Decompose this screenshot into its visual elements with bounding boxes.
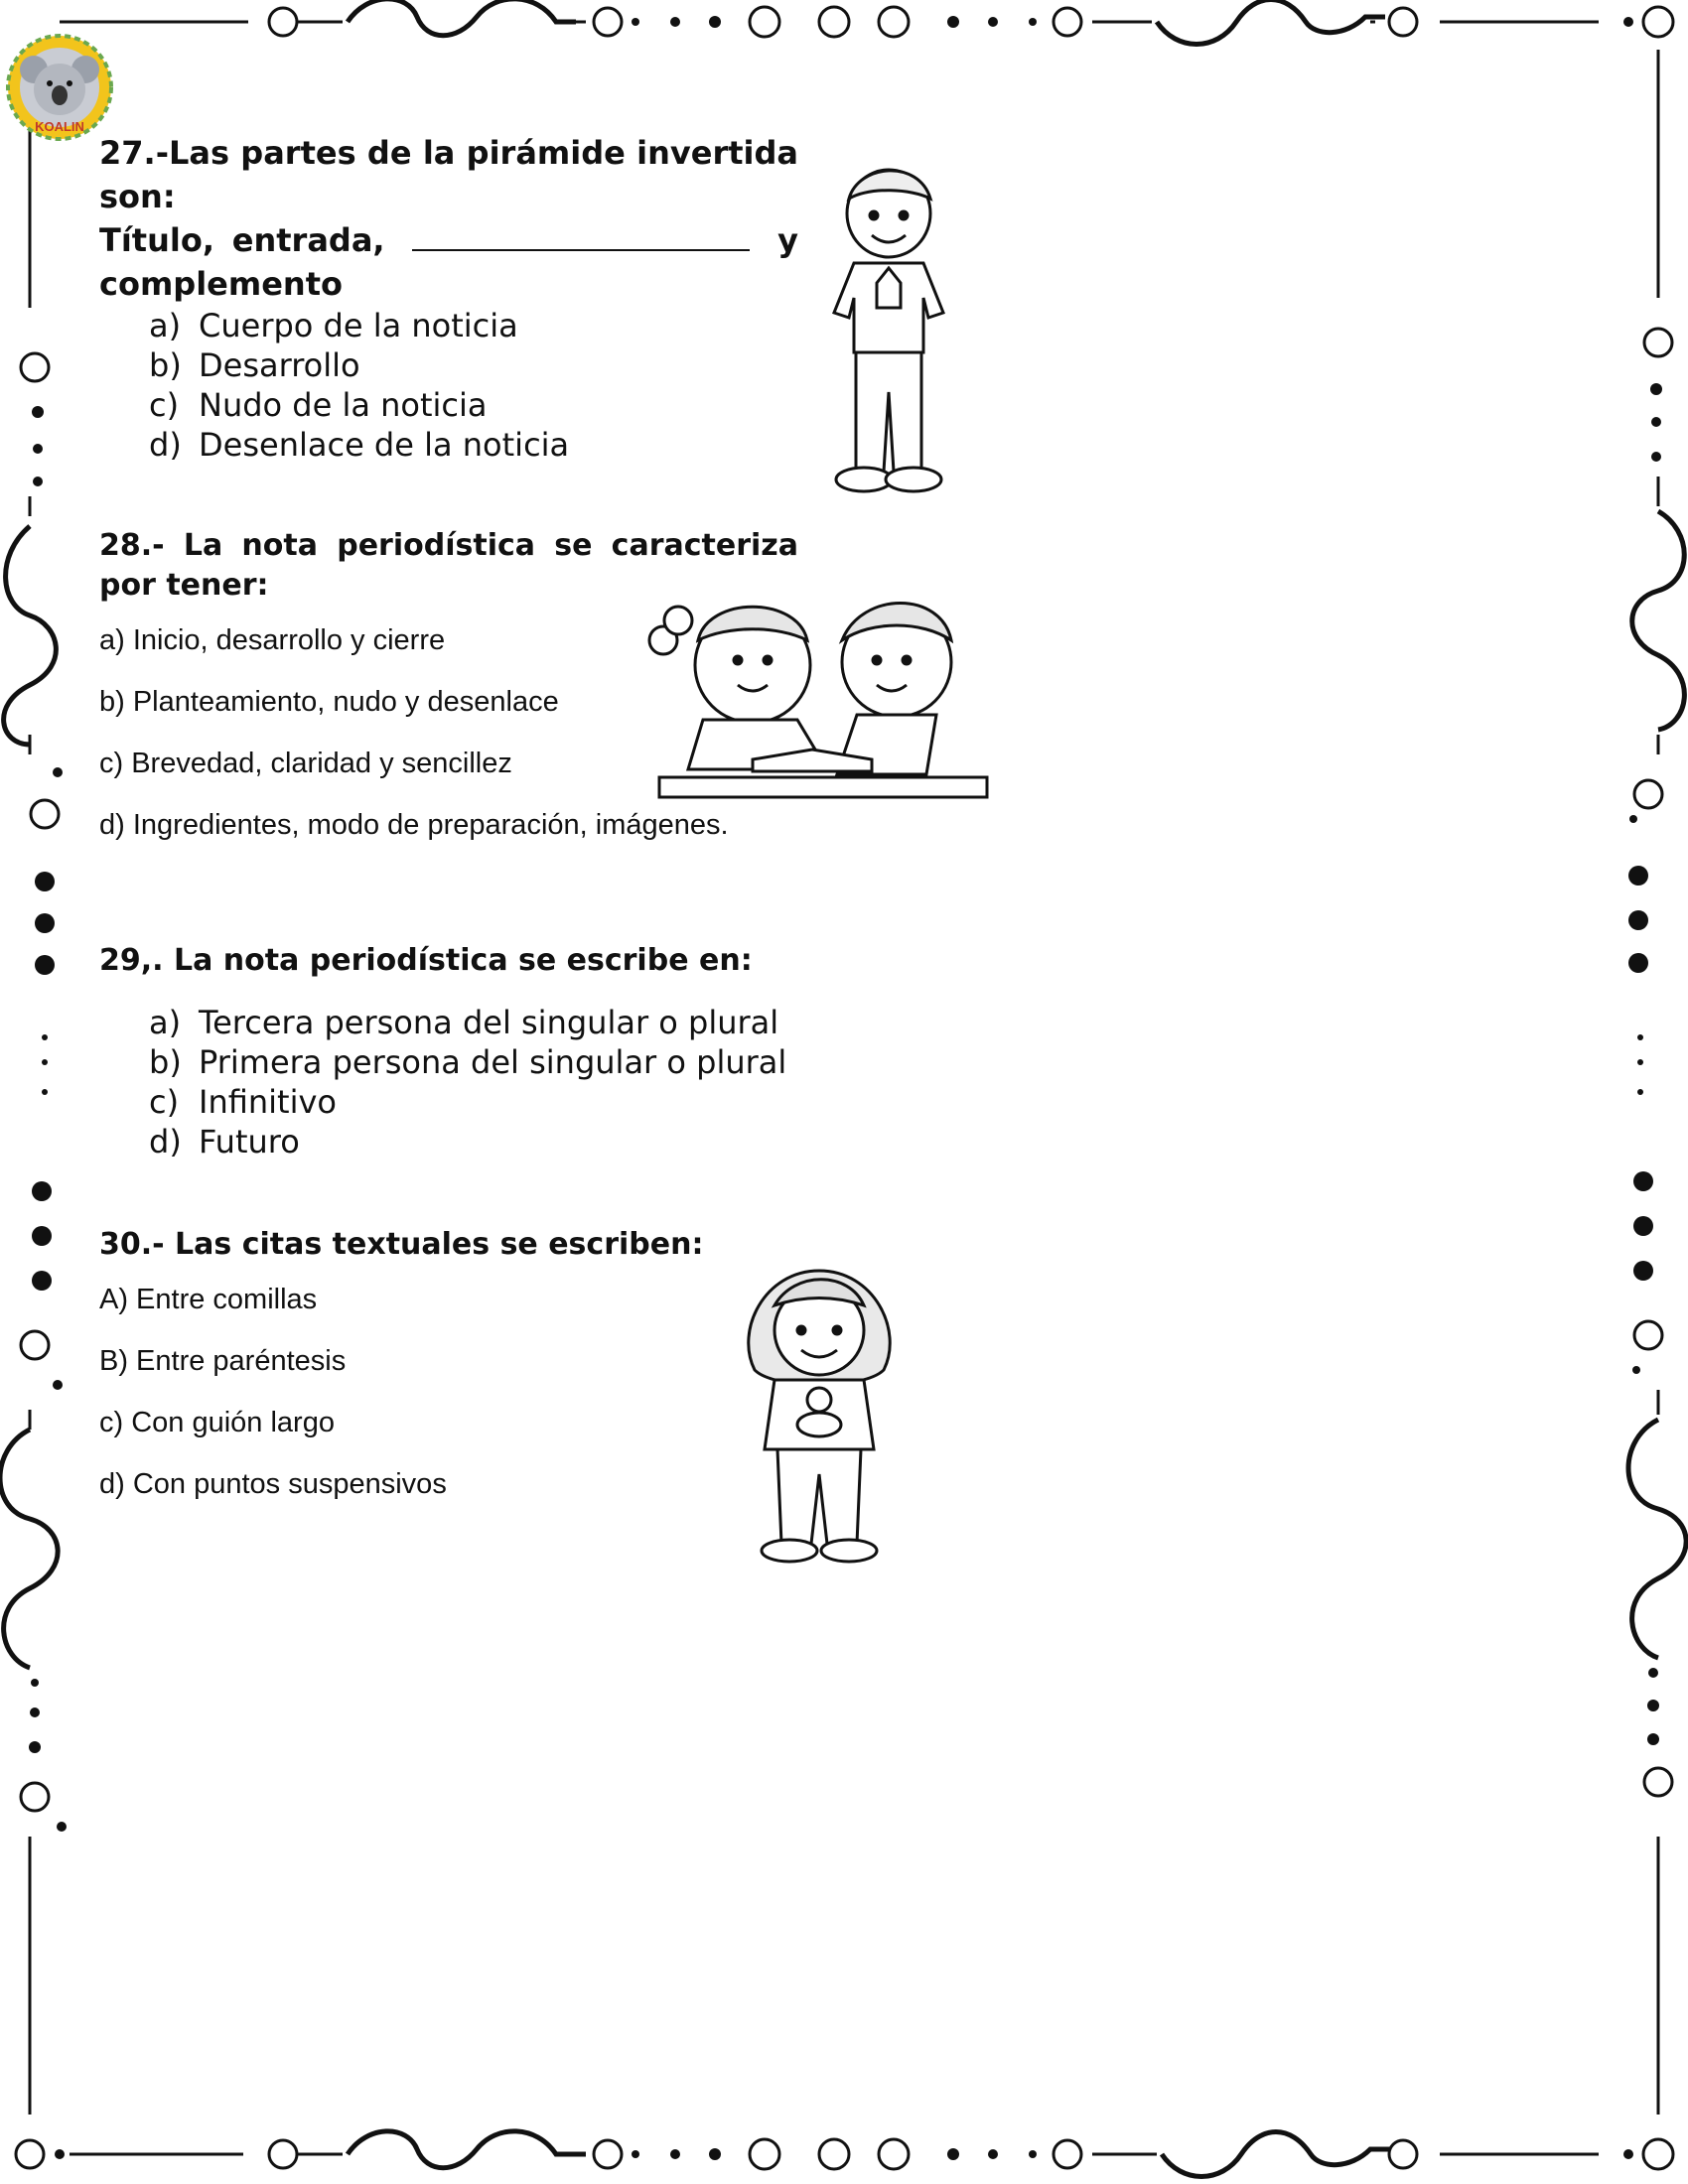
question-29-title: 29,. La nota periodística se escribe en: [99,943,753,978]
logo-text: KOALIN [35,119,84,134]
question-27-line3: complemento [99,265,343,303]
option-c[interactable]: c) Brevedad, claridad y sencillez [99,748,512,779]
question-27-word-y: y [777,221,798,259]
option-c[interactable]: c) Nudo de la noticia [149,386,488,424]
option-a[interactable]: a) Tercera persona del singular o plural [149,1004,779,1041]
question-30 [99,1225,798,1515]
option-b[interactable]: b) Primera persona del singular o plural [149,1043,787,1081]
option-d[interactable]: d) Con puntos suspensivos [99,1468,447,1500]
option-d[interactable]: d) Futuro [149,1123,300,1160]
option-a[interactable]: a) Inicio, desarrollo y cierre [99,624,446,656]
question-27-title: 27.-Las partes de la pirámide invertida son: [99,134,798,215]
question-27-options [99,306,798,465]
option-b[interactable]: B) Entre paréntesis [99,1345,347,1377]
question-29 [99,941,798,1161]
girl-illustration [740,1261,899,1569]
question-27-word-entrada: entrada, [231,221,385,259]
option-d[interactable]: d) Desenlace de la noticia [149,426,570,464]
boy-illustration [824,164,953,496]
option-a[interactable]: A) Entre comillas [99,1284,318,1315]
option-d[interactable]: d) Ingredientes, modo de preparación, imágenes. [99,809,729,841]
question-29-options [99,1003,798,1161]
option-b[interactable]: b) Planteamiento, nudo y desenlace [99,686,559,718]
question-28-title: 28.- La nota periodística se caracteriza por tener: [99,528,798,603]
option-b[interactable]: b) Desarrollo [149,346,360,384]
koala-logo-icon [4,32,115,143]
option-c[interactable]: c) Infinitivo [149,1083,337,1121]
question-27 [99,131,798,465]
kids-reading-illustration [643,601,993,804]
fill-in-blank-line[interactable] [412,219,750,251]
question-27-word-titulo: Título, [99,221,214,259]
option-a[interactable]: a) Cuerpo de la noticia [149,307,518,344]
question-30-title: 30.- Las citas textuales se escriben: [99,1227,704,1262]
question-30-options [99,1269,798,1515]
question-27-line2 [99,218,798,262]
option-c[interactable]: c) Con guión largo [99,1407,335,1438]
